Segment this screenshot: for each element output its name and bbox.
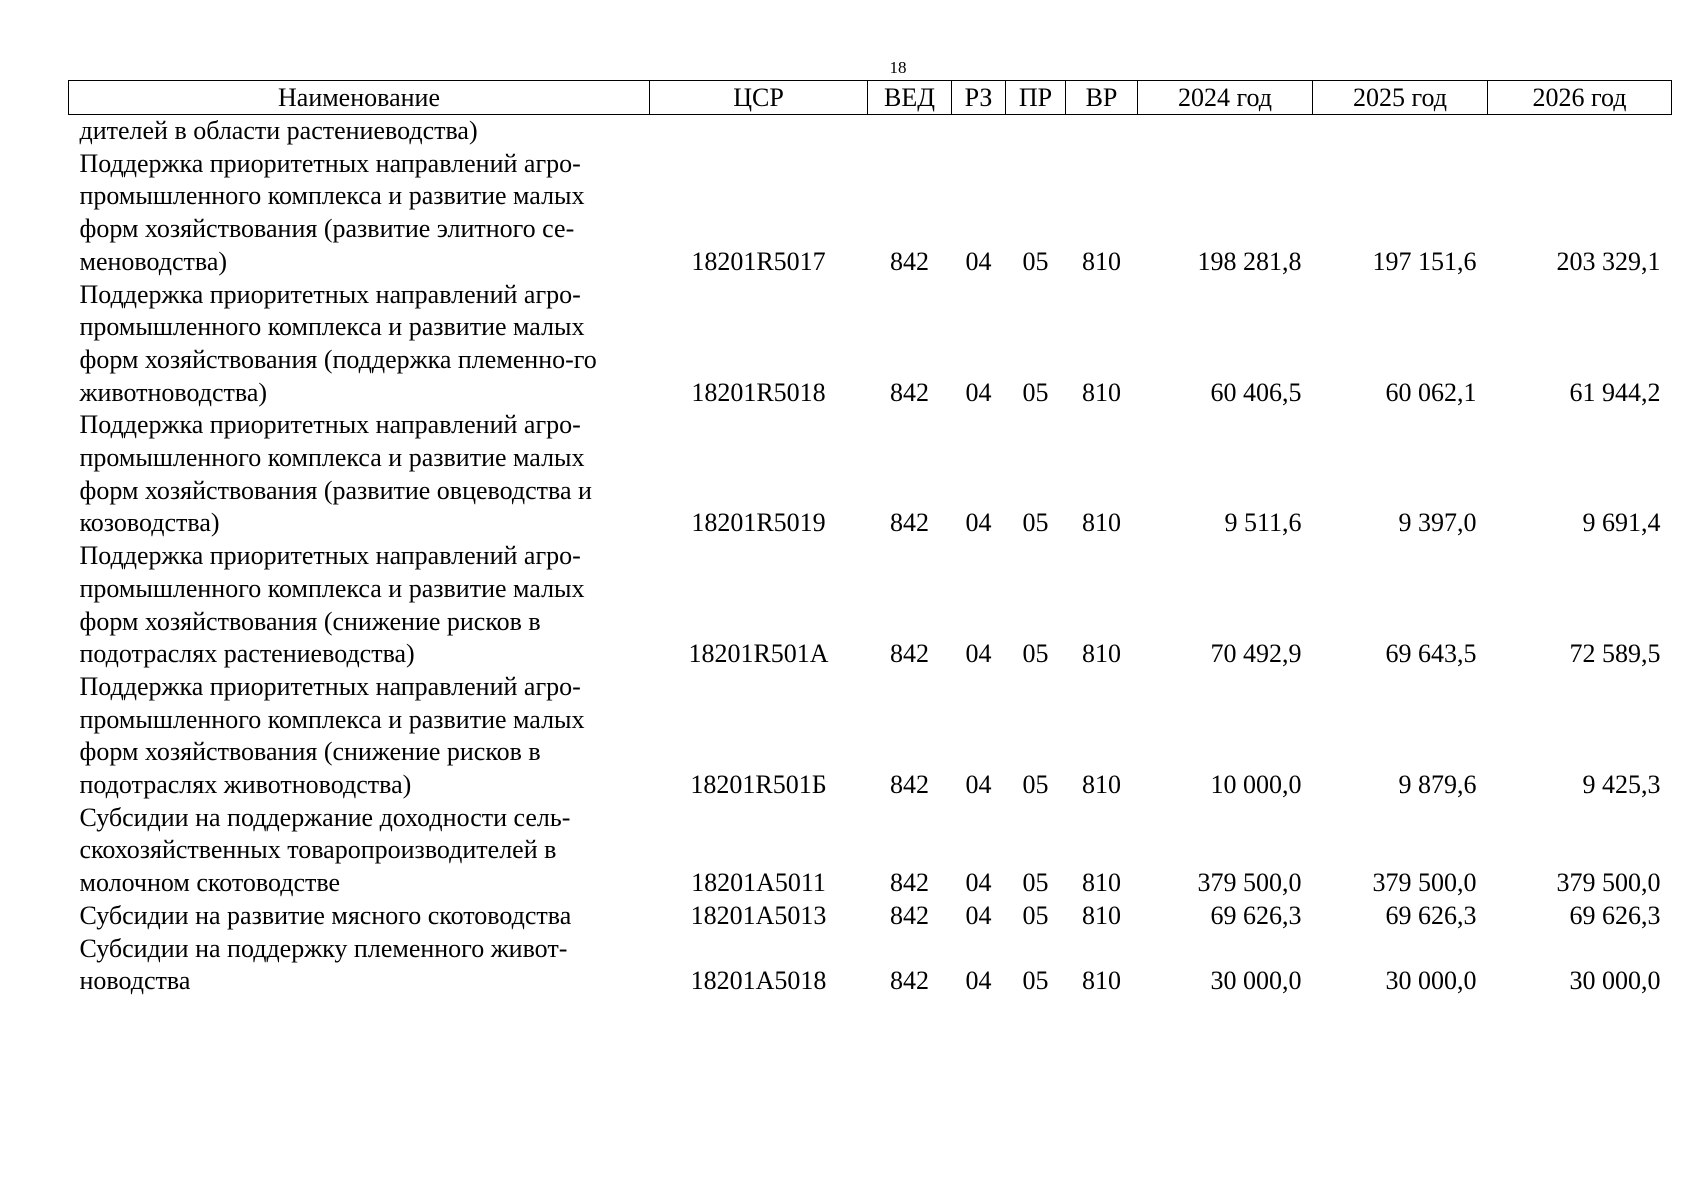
table-row [69, 933, 1672, 998]
cell-name: Субсидии на поддержание доходности сель-скохозяйственных товаропроизводителей в молочном скотоводстве [79, 802, 571, 898]
table-row [69, 671, 1672, 802]
header-2026: 2026 год [1488, 81, 1672, 115]
cell-2025: 60 062,1 [1385, 377, 1477, 407]
page-number: 18 [889, 58, 907, 77]
table-body [69, 115, 1672, 998]
cell-2024: 10 000,0 [1210, 770, 1302, 800]
cell-2026: 72 589,5 [1569, 639, 1661, 669]
cell-2024: 198 281,8 [1197, 246, 1302, 276]
cell-2024: 30 000,0 [1210, 966, 1302, 996]
cell-rz: 04 [965, 639, 992, 669]
cell-2024: 60 406,5 [1210, 377, 1302, 407]
cell-2026: 379 500,0 [1556, 868, 1661, 898]
cell-name: Поддержка приоритетных направлений агро-промышленного комплекса и развитие малых форм хозяйствования (снижение рисков в подотраслях растениеводства) [79, 541, 585, 669]
cell-csr [650, 115, 868, 148]
cell-2026: 30 000,0 [1569, 966, 1661, 996]
cell-pr: 05 [1022, 868, 1049, 898]
table-row [69, 148, 1672, 279]
cell-csr: 18201А5011 [691, 868, 826, 898]
header-2024: 2024 год [1138, 81, 1313, 115]
cell-2025: 379 500,0 [1372, 868, 1477, 898]
cell-vr [1066, 115, 1138, 148]
cell-2026 [1488, 115, 1672, 148]
cell-csr: 18201А5018 [690, 966, 827, 996]
cell-rz: 04 [965, 246, 992, 276]
header-vr: ВР [1066, 81, 1138, 115]
cell-rz: 04 [965, 966, 992, 996]
header-csr: ЦСР [650, 81, 868, 115]
cell-2026: 61 944,2 [1569, 377, 1661, 407]
table-row [69, 115, 1672, 148]
cell-rz: 04 [965, 868, 992, 898]
table-header [69, 81, 1672, 115]
header-ved: ВЕД [868, 81, 952, 115]
cell-2026: 9 425,3 [1582, 770, 1661, 800]
cell-2025: 69 643,5 [1385, 639, 1477, 669]
cell-2024: 69 626,3 [1210, 900, 1302, 930]
cell-2024: 9 511,6 [1224, 508, 1302, 538]
table-row [69, 540, 1672, 671]
cell-rz [952, 115, 1006, 148]
cell-name: Субсидии на поддержку племенного живот-новодства [79, 933, 568, 996]
header-row [69, 81, 1672, 115]
cell-rz: 04 [965, 770, 992, 800]
budget-table [68, 80, 1672, 998]
cell-rz: 04 [965, 508, 992, 538]
cell-vr: 810 [1082, 770, 1121, 800]
cell-csr: 18201R5018 [691, 377, 826, 407]
table-row [69, 802, 1672, 900]
cell-2024: 379 500,0 [1197, 868, 1302, 898]
table-row [69, 279, 1672, 410]
header-rz: РЗ [952, 81, 1006, 115]
cell-csr: 18201R501Б [690, 770, 827, 800]
cell-pr: 05 [1022, 639, 1049, 669]
cell-pr: 05 [1022, 508, 1049, 538]
cell-rz: 04 [965, 900, 992, 930]
cell-vr: 810 [1082, 246, 1121, 276]
header-2025: 2025 год [1313, 81, 1488, 115]
cell-pr: 05 [1022, 770, 1049, 800]
cell-name: Поддержка приоритетных направлений агро-промышленного комплекса и развитие малых форм хозяйствования (развитие овцеводства и козоводства) [79, 410, 592, 538]
cell-ved: 842 [890, 900, 929, 930]
table-row [69, 900, 1672, 933]
cell-vr: 810 [1082, 508, 1121, 538]
cell-name: Поддержка приоритетных направлений агро-промышленного комплекса и развитие малых форм хозяйствования (снижение рисков в подотраслях животноводства) [79, 671, 585, 800]
cell-csr: 18201R501А [688, 639, 829, 669]
table-row [69, 409, 1672, 540]
cell-2025: 197 151,6 [1372, 246, 1477, 276]
cell-ved: 842 [890, 639, 929, 669]
cell-ved: 842 [890, 246, 929, 276]
header-pr: ПР [1006, 81, 1066, 115]
cell-name: дителей в области растениеводства) [79, 116, 478, 145]
cell-2026: 203 329,1 [1556, 246, 1661, 276]
cell-pr [1006, 115, 1066, 148]
cell-name: Поддержка приоритетных направлений агро-промышленного комплекса и развитие малых форм хозяйствования (развитие элитного се-меноводства) [79, 148, 585, 276]
cell-pr: 05 [1022, 966, 1049, 996]
cell-2026: 69 626,3 [1569, 900, 1661, 930]
cell-2024 [1138, 115, 1313, 148]
cell-rz: 04 [965, 377, 992, 407]
cell-vr: 810 [1082, 900, 1121, 930]
cell-csr: 18201R5017 [691, 246, 826, 276]
cell-vr: 810 [1082, 639, 1121, 669]
cell-csr: 18201R5019 [691, 508, 826, 538]
cell-ved: 842 [890, 966, 929, 996]
cell-pr: 05 [1022, 900, 1049, 930]
cell-csr: 18201А5013 [690, 900, 827, 930]
cell-2026: 9 691,4 [1582, 508, 1661, 538]
cell-vr: 810 [1082, 868, 1121, 898]
cell-ved [868, 115, 952, 148]
cell-pr: 05 [1022, 377, 1049, 407]
cell-name: Субсидии на развитие мясного скотоводства [79, 900, 572, 930]
cell-ved: 842 [890, 377, 929, 407]
cell-2025: 69 626,3 [1385, 900, 1477, 930]
cell-2025: 9 397,0 [1398, 508, 1477, 538]
cell-2025: 30 000,0 [1385, 966, 1477, 996]
cell-2024: 70 492,9 [1210, 639, 1302, 669]
cell-ved: 842 [890, 770, 929, 800]
cell-2025: 9 879,6 [1398, 770, 1477, 800]
cell-ved: 842 [890, 868, 929, 898]
cell-pr: 05 [1022, 246, 1049, 276]
header-name: Наименование [69, 81, 650, 115]
cell-name: Поддержка приоритетных направлений агро-промышленного комплекса и развитие малых форм хозяйствования (поддержка племенно-го животноводства) [79, 279, 597, 407]
cell-ved: 842 [890, 508, 929, 538]
cell-vr: 810 [1082, 966, 1121, 996]
cell-2025 [1313, 115, 1488, 148]
cell-vr: 810 [1082, 377, 1121, 407]
